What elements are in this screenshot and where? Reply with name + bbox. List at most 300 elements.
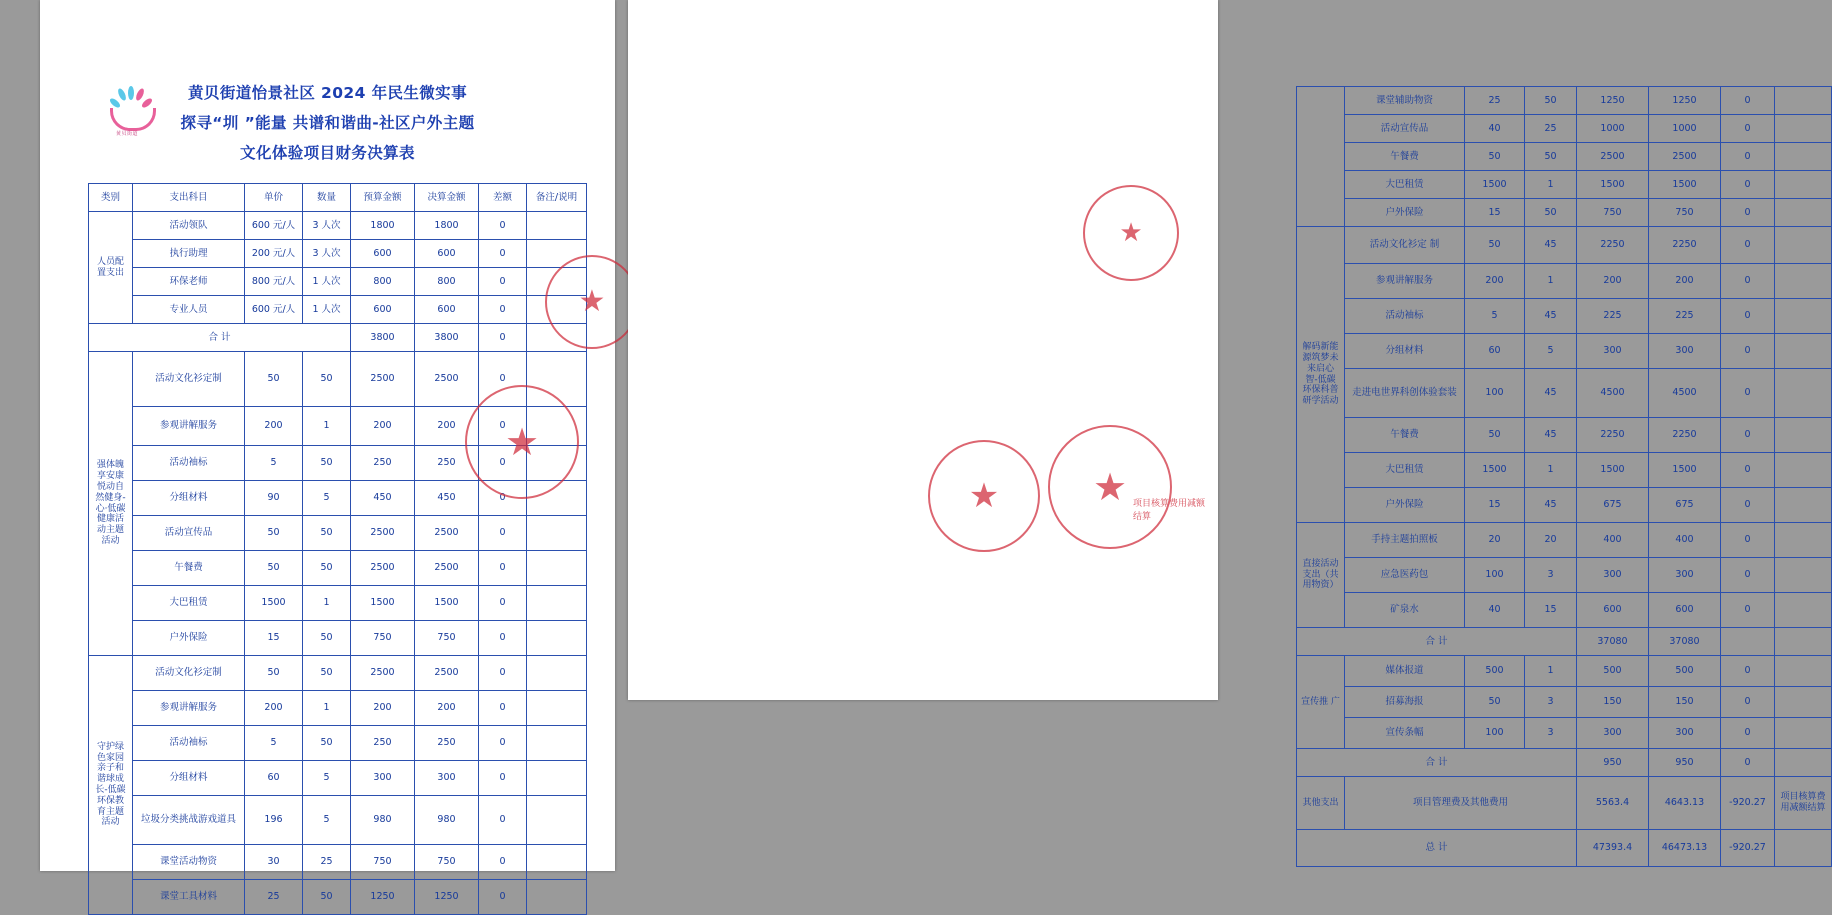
col-note: 备注/说明 — [527, 184, 587, 212]
table-row — [1297, 558, 1832, 593]
row-price: 50 — [1465, 418, 1525, 453]
row-item: 大巴租赁 — [133, 586, 245, 621]
row-item: 活动文化衫定制 — [133, 352, 245, 407]
row-note — [527, 446, 587, 481]
table-row — [1297, 777, 1832, 830]
row-item: 户外保险 — [1345, 488, 1465, 523]
row-price: 15 — [245, 621, 303, 656]
row-final: 200 — [1649, 264, 1721, 299]
row-price: 50 — [245, 551, 303, 586]
subtotal-final: 3800 — [415, 324, 479, 352]
row-diff: 0 — [1721, 87, 1775, 115]
row-note — [1775, 687, 1832, 718]
table-row — [1297, 687, 1832, 718]
row-budget: 400 — [1577, 523, 1649, 558]
row-final: 2500 — [415, 352, 479, 407]
stamp-culture-company-2: ★ — [1048, 425, 1172, 549]
table-row — [89, 656, 587, 691]
row-diff: 0 — [479, 880, 527, 915]
row-final: 450 — [415, 481, 479, 516]
subtotal-label: 合 计 — [1297, 749, 1577, 777]
row-qty: 45 — [1525, 418, 1577, 453]
table-header-row — [89, 184, 587, 212]
row-item: 走进电世界科创体验套装 — [1345, 369, 1465, 418]
row-note — [1775, 171, 1832, 199]
row-note — [1775, 369, 1832, 418]
stamp-community-committee: ★ — [928, 440, 1040, 552]
row-qty: 50 — [303, 621, 351, 656]
row-diff: 0 — [479, 516, 527, 551]
row-note — [1775, 299, 1832, 334]
row-note — [527, 656, 587, 691]
row-diff: 0 — [479, 296, 527, 324]
row-qty: 20 — [1525, 523, 1577, 558]
subtotal-final: 37080 — [1649, 628, 1721, 656]
row-final: 1250 — [415, 880, 479, 915]
stamp-street-office: ★ — [545, 255, 639, 349]
row-item: 活动宣传品 — [1345, 115, 1465, 143]
row-price: 5 — [1465, 299, 1525, 334]
row-price: 40 — [1465, 593, 1525, 628]
table-row — [1297, 87, 1832, 115]
row-note — [1775, 453, 1832, 488]
table-row — [1297, 334, 1832, 369]
row-item: 课堂辅助物资 — [1345, 87, 1465, 115]
row-price: 1500 — [1465, 453, 1525, 488]
header-line-3: 文化体验项目财务决算表 — [240, 144, 415, 162]
row-qty: 50 — [303, 656, 351, 691]
row-qty: 50 — [1525, 143, 1577, 171]
row-diff: 0 — [1721, 264, 1775, 299]
table-row — [89, 586, 587, 621]
row-note — [1775, 488, 1832, 523]
row-price: 50 — [1465, 227, 1525, 264]
row-diff: 0 — [479, 726, 527, 761]
row-diff: 0 — [1721, 558, 1775, 593]
row-price: 5 — [245, 726, 303, 761]
row-diff: 0 — [479, 212, 527, 240]
row-item: 活动袖标 — [1345, 299, 1465, 334]
table-row — [89, 761, 587, 796]
subtotal-note — [527, 324, 587, 352]
table-row — [89, 212, 587, 240]
total-final: 46473.13 — [1649, 830, 1721, 867]
row-budget: 2250 — [1577, 418, 1649, 453]
row-diff: 0 — [1721, 369, 1775, 418]
row-final: 300 — [1649, 558, 1721, 593]
row-final: 675 — [1649, 488, 1721, 523]
row-final: 2500 — [415, 656, 479, 691]
row-final: 980 — [415, 796, 479, 845]
row-final: 2250 — [1649, 418, 1721, 453]
row-note — [527, 726, 587, 761]
row-budget: 450 — [351, 481, 415, 516]
row-budget: 225 — [1577, 299, 1649, 334]
table-row — [89, 240, 587, 268]
row-diff: 0 — [1721, 523, 1775, 558]
table-row — [89, 726, 587, 761]
row-qty: 5 — [303, 761, 351, 796]
row-diff: 0 — [1721, 171, 1775, 199]
row-price: 50 — [245, 516, 303, 551]
row-price: 30 — [245, 845, 303, 880]
row-price: 600 元/人 — [245, 212, 303, 240]
row-item: 招募海报 — [1345, 687, 1465, 718]
table-row — [89, 481, 587, 516]
row-final: 600 — [415, 240, 479, 268]
row-diff: 0 — [479, 352, 527, 407]
row-price: 50 — [1465, 687, 1525, 718]
table-row — [1297, 488, 1832, 523]
row-diff: 0 — [479, 691, 527, 726]
table-row — [89, 446, 587, 481]
table-row — [1297, 369, 1832, 418]
row-budget: 300 — [351, 761, 415, 796]
subtotal-label: 合 计 — [89, 324, 351, 352]
row-budget: 4500 — [1577, 369, 1649, 418]
row-budget: 750 — [351, 621, 415, 656]
row-final: 1500 — [415, 586, 479, 621]
row-final: 4500 — [1649, 369, 1721, 418]
row-price: 25 — [1465, 87, 1525, 115]
row-qty: 1 — [303, 407, 351, 446]
row-final: 800 — [415, 268, 479, 296]
row-budget: 750 — [351, 845, 415, 880]
row-budget: 600 — [1577, 593, 1649, 628]
col-final: 决算金额 — [415, 184, 479, 212]
subtotal-row — [89, 324, 587, 352]
row-qty: 50 — [303, 880, 351, 915]
document-page-right — [628, 0, 1826, 854]
row-diff: 0 — [1721, 299, 1775, 334]
row-final: 600 — [415, 296, 479, 324]
row-budget: 5563.4 — [1577, 777, 1649, 830]
row-note — [1775, 558, 1832, 593]
row-budget: 1250 — [1577, 87, 1649, 115]
row-price: 200 — [1465, 264, 1525, 299]
row-qty: 5 — [1525, 334, 1577, 369]
row-final: 300 — [1649, 334, 1721, 369]
row-diff: 0 — [1721, 718, 1775, 749]
row-final: 200 — [415, 407, 479, 446]
row-final: 1800 — [415, 212, 479, 240]
row-final: 500 — [1649, 656, 1721, 687]
table-row — [1297, 115, 1832, 143]
table-row — [89, 296, 587, 324]
row-final: 2500 — [415, 516, 479, 551]
subtotal-diff: 0 — [1721, 749, 1775, 777]
row-item: 活动文化衫定制 — [133, 656, 245, 691]
row-qty: 1 — [303, 691, 351, 726]
document-page-left — [40, 0, 615, 903]
table-row — [1297, 227, 1832, 264]
row-diff: 0 — [1721, 453, 1775, 488]
row-price: 200 — [245, 691, 303, 726]
community-logo — [102, 86, 158, 142]
row-budget: 150 — [1577, 687, 1649, 718]
row-price: 20 — [1465, 523, 1525, 558]
subtotal-budget: 950 — [1577, 749, 1649, 777]
row-item: 执行助理 — [133, 240, 245, 268]
row-diff: 0 — [1721, 115, 1775, 143]
row-item: 课堂工具材料 — [133, 880, 245, 915]
row-diff: 0 — [1721, 334, 1775, 369]
row-note — [527, 621, 587, 656]
row-budget: 600 — [351, 296, 415, 324]
row-final: 250 — [415, 446, 479, 481]
table-row — [1297, 718, 1832, 749]
row-qty: 50 — [303, 726, 351, 761]
row-qty: 5 — [303, 481, 351, 516]
logo-caption: 黄贝街道 — [116, 131, 139, 137]
row-item: 分组材料 — [133, 761, 245, 796]
total-budget: 47393.4 — [1577, 830, 1649, 867]
stamp-culture-company-1: ★ — [465, 385, 579, 499]
row-price: 60 — [245, 761, 303, 796]
row-final: 2500 — [415, 551, 479, 586]
row-item: 专业人员 — [133, 296, 245, 324]
row-item: 户外保险 — [133, 621, 245, 656]
row-note: 项目核算费用减额结算 — [1775, 777, 1832, 830]
row-final: 600 — [1649, 593, 1721, 628]
row-item: 课堂活动物资 — [133, 845, 245, 880]
row-budget: 200 — [351, 691, 415, 726]
row-final: 750 — [415, 621, 479, 656]
row-diff: 0 — [1721, 418, 1775, 453]
row-budget: 1500 — [351, 586, 415, 621]
row-final: 300 — [415, 761, 479, 796]
subtotal-diff — [1721, 628, 1775, 656]
row-note — [1775, 115, 1832, 143]
row-item: 分组材料 — [1345, 334, 1465, 369]
row-diff: 0 — [1721, 656, 1775, 687]
row-qty: 5 — [303, 796, 351, 845]
subtotal-final: 950 — [1649, 749, 1721, 777]
col-price: 单价 — [245, 184, 303, 212]
row-price: 50 — [1465, 143, 1525, 171]
table-row — [1297, 418, 1832, 453]
row-qty: 50 — [1525, 87, 1577, 115]
row-item: 分组材料 — [133, 481, 245, 516]
row-budget: 1500 — [1577, 171, 1649, 199]
row-item: 大巴租赁 — [1345, 171, 1465, 199]
handwritten-note: 项目核算费用减额结算 — [1133, 499, 1206, 522]
row-price: 100 — [1465, 718, 1525, 749]
row-price: 800 元/人 — [245, 268, 303, 296]
row-qty: 45 — [1525, 488, 1577, 523]
table-row — [89, 516, 587, 551]
row-budget: 2500 — [351, 656, 415, 691]
row-diff: 0 — [479, 551, 527, 586]
row-item: 媒体报道 — [1345, 656, 1465, 687]
table-row — [89, 407, 587, 446]
row-note — [527, 551, 587, 586]
row-note — [527, 407, 587, 446]
row-category: 人员配置支出 — [89, 212, 133, 324]
row-budget: 2500 — [351, 516, 415, 551]
table-row — [89, 352, 587, 407]
row-budget: 1250 — [351, 880, 415, 915]
row-price: 15 — [1465, 488, 1525, 523]
row-budget: 800 — [351, 268, 415, 296]
row-note — [527, 516, 587, 551]
row-item: 户外保险 — [1345, 199, 1465, 227]
row-price: 50 — [245, 656, 303, 691]
row-budget: 300 — [1577, 334, 1649, 369]
finance-table-right — [1296, 86, 1832, 867]
row-budget: 500 — [1577, 656, 1649, 687]
table-row — [1297, 143, 1832, 171]
row-diff: 0 — [479, 761, 527, 796]
row-item: 项目管理费及其他费用 — [1345, 777, 1577, 830]
row-final: 1500 — [1649, 171, 1721, 199]
col-diff: 差额 — [479, 184, 527, 212]
row-budget: 1800 — [351, 212, 415, 240]
total-label: 总 计 — [1297, 830, 1577, 867]
row-note — [1775, 656, 1832, 687]
row-diff: 0 — [479, 240, 527, 268]
row-note — [1775, 143, 1832, 171]
row-item: 午餐费 — [1345, 143, 1465, 171]
row-budget: 1000 — [1577, 115, 1649, 143]
row-category-empty — [1297, 87, 1345, 227]
row-item: 矿泉水 — [1345, 593, 1465, 628]
row-item: 参观讲解服务 — [1345, 264, 1465, 299]
row-category: 强体魄享安康悦动自然健身-心·低碳健康活动主题活动 — [89, 352, 133, 656]
row-budget: 1500 — [1577, 453, 1649, 488]
row-item: 手持主题拍照板 — [1345, 523, 1465, 558]
row-note — [1775, 227, 1832, 264]
row-qty: 3 — [1525, 718, 1577, 749]
total-note — [1775, 830, 1832, 867]
row-item: 活动袖标 — [133, 446, 245, 481]
row-price: 50 — [245, 352, 303, 407]
row-diff: 0 — [1721, 227, 1775, 264]
row-budget: 2500 — [1577, 143, 1649, 171]
row-final: 2250 — [1649, 227, 1721, 264]
row-final: 150 — [1649, 687, 1721, 718]
total-row — [1297, 830, 1832, 867]
row-note — [527, 796, 587, 845]
row-note — [1775, 87, 1832, 115]
document-header — [40, 0, 615, 168]
row-category: 其他支出 — [1297, 777, 1345, 830]
row-budget: 200 — [1577, 264, 1649, 299]
row-qty: 25 — [303, 845, 351, 880]
row-budget: 2500 — [351, 352, 415, 407]
row-item: 应急医药包 — [1345, 558, 1465, 593]
row-diff: -920.27 — [1721, 777, 1775, 830]
row-price: 5 — [245, 446, 303, 481]
row-budget: 300 — [1577, 718, 1649, 749]
row-budget: 2250 — [1577, 227, 1649, 264]
row-category: 直接活动支出（共用物资） — [1297, 523, 1345, 628]
row-final: 4643.13 — [1649, 777, 1721, 830]
row-qty: 50 — [303, 551, 351, 586]
row-diff: 0 — [479, 621, 527, 656]
table-row — [1297, 299, 1832, 334]
row-final: 300 — [1649, 718, 1721, 749]
subtotal-budget: 3800 — [351, 324, 415, 352]
row-note — [527, 691, 587, 726]
row-note — [527, 212, 587, 240]
row-category: 解码新能源筑梦未来启心智-低碳环保科普研学活动 — [1297, 227, 1345, 523]
row-qty: 3 人次 — [303, 212, 351, 240]
row-price: 15 — [1465, 199, 1525, 227]
row-budget: 2500 — [351, 551, 415, 586]
row-price: 60 — [1465, 334, 1525, 369]
table-row — [1297, 523, 1832, 558]
row-budget: 250 — [351, 446, 415, 481]
row-final: 750 — [1649, 199, 1721, 227]
row-item: 活动领队 — [133, 212, 245, 240]
row-item: 午餐费 — [133, 551, 245, 586]
row-diff: 0 — [479, 845, 527, 880]
row-budget: 200 — [351, 407, 415, 446]
row-budget: 600 — [351, 240, 415, 268]
row-item: 参观讲解服务 — [133, 691, 245, 726]
row-final: 750 — [415, 845, 479, 880]
table-row — [89, 691, 587, 726]
table-row — [1297, 453, 1832, 488]
row-price: 500 — [1465, 656, 1525, 687]
row-note — [1775, 593, 1832, 628]
row-qty: 15 — [1525, 593, 1577, 628]
subtotal-row — [1297, 749, 1832, 777]
row-diff: 0 — [1721, 593, 1775, 628]
row-final: 2500 — [1649, 143, 1721, 171]
row-budget: 300 — [1577, 558, 1649, 593]
row-category: 守护绿色家园亲子和谐球成长-低碳环保教育主题活动 — [89, 656, 133, 915]
row-price: 90 — [245, 481, 303, 516]
row-note — [527, 880, 587, 915]
row-qty: 1 — [1525, 656, 1577, 687]
table-row — [1297, 199, 1832, 227]
subtotal-note — [1775, 749, 1832, 777]
col-category: 类别 — [89, 184, 133, 212]
row-item: 活动文化衫定 制 — [1345, 227, 1465, 264]
row-note — [1775, 718, 1832, 749]
row-price: 200 元/人 — [245, 240, 303, 268]
row-final: 400 — [1649, 523, 1721, 558]
row-note — [1775, 523, 1832, 558]
row-final: 250 — [415, 726, 479, 761]
row-qty: 50 — [303, 352, 351, 407]
table-row — [1297, 171, 1832, 199]
row-qty: 25 — [1525, 115, 1577, 143]
row-note — [527, 268, 587, 296]
table-row — [89, 845, 587, 880]
row-item: 宣传条幅 — [1345, 718, 1465, 749]
row-note — [1775, 334, 1832, 369]
row-diff: 0 — [479, 446, 527, 481]
header-line-2: 探寻“圳 ”能量 共谱和谐曲-社区户外主题 — [180, 114, 475, 132]
row-qty: 1 — [1525, 171, 1577, 199]
row-final: 225 — [1649, 299, 1721, 334]
row-price: 100 — [1465, 369, 1525, 418]
row-diff: 0 — [479, 656, 527, 691]
row-qty: 50 — [303, 446, 351, 481]
row-diff: 0 — [1721, 143, 1775, 171]
row-price: 1500 — [1465, 171, 1525, 199]
row-budget: 750 — [1577, 199, 1649, 227]
row-category: 宣传推 广 — [1297, 656, 1345, 749]
row-qty: 45 — [1525, 369, 1577, 418]
row-diff: 0 — [479, 796, 527, 845]
row-note — [1775, 418, 1832, 453]
row-diff: 0 — [479, 268, 527, 296]
row-final: 1500 — [1649, 453, 1721, 488]
